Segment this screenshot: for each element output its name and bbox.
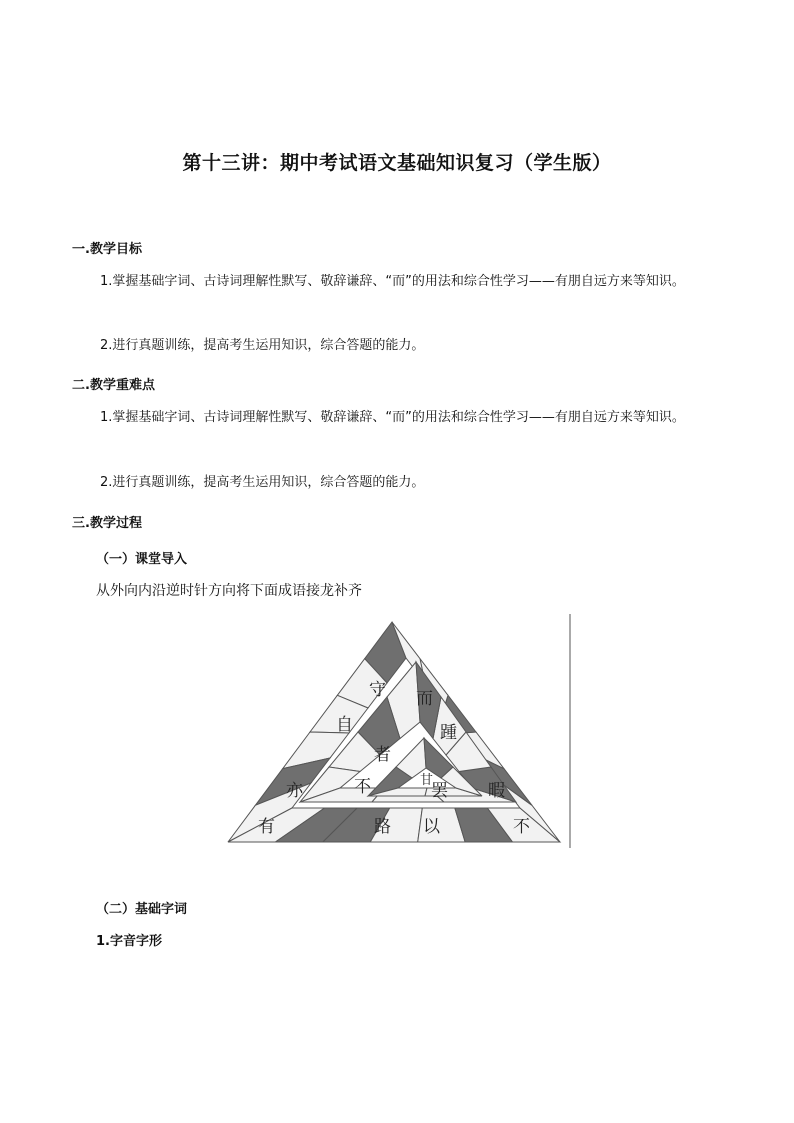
subheading-basic-words: （二）基础字词 xyxy=(96,902,188,917)
section-heading-process: 三.教学过程 xyxy=(72,516,142,531)
idiom-chain-triangle-diagram xyxy=(220,612,580,852)
cell-char-er: 而 xyxy=(416,689,433,709)
cell-char-xia: 暇 xyxy=(488,781,505,801)
cell-char-zhe: 者 xyxy=(374,745,391,765)
subheading-intro: （一）课堂导入 xyxy=(96,552,188,567)
goals-item-1: 1.掌握基础字词、古诗词理解性默写、敬辞谦辞、“而”的用法和综合性学习——有朋自远方来等知识。 xyxy=(100,274,685,289)
cell-char-zi: 自 xyxy=(336,715,353,735)
subheading-pronunciation: 1.字音字形 xyxy=(96,934,162,949)
cell-char-yi-also: 亦 xyxy=(286,781,303,801)
cell-char-shou: 守 xyxy=(369,680,386,700)
intro-instruction: 从外向内沿逆时针方向将下面成语接龙补齐 xyxy=(96,583,362,599)
section-heading-goals: 一.教学目标 xyxy=(72,242,142,257)
cell-char-bu-inner: 不 xyxy=(354,777,371,797)
cell-char-lu: 路 xyxy=(374,817,391,837)
keypoints-item-1: 1.掌握基础字词、古诗词理解性默写、敬辞谦辞、“而”的用法和综合性学习——有朋自远方来等知识。 xyxy=(100,410,685,425)
cell-char-zhong: 踵 xyxy=(440,723,457,743)
cell-char-bu-outer: 不 xyxy=(513,817,530,837)
cell-char-you: 有 xyxy=(258,817,275,837)
cell-char-yi-by: 以 xyxy=(423,817,440,837)
cell-char-ba: 罢 xyxy=(431,781,448,801)
cell-char-gan: 甘 xyxy=(420,773,434,788)
page-title: 第十三讲：期中考试语文基础知识复习（学生版） xyxy=(182,152,612,174)
goals-item-2: 2.进行真题训练，提高考生运用知识，综合答题的能力。 xyxy=(100,338,425,353)
section-heading-keypoints: 二.教学重难点 xyxy=(72,378,155,393)
keypoints-item-2: 2.进行真题训练，提高考生运用知识，综合答题的能力。 xyxy=(100,475,425,490)
